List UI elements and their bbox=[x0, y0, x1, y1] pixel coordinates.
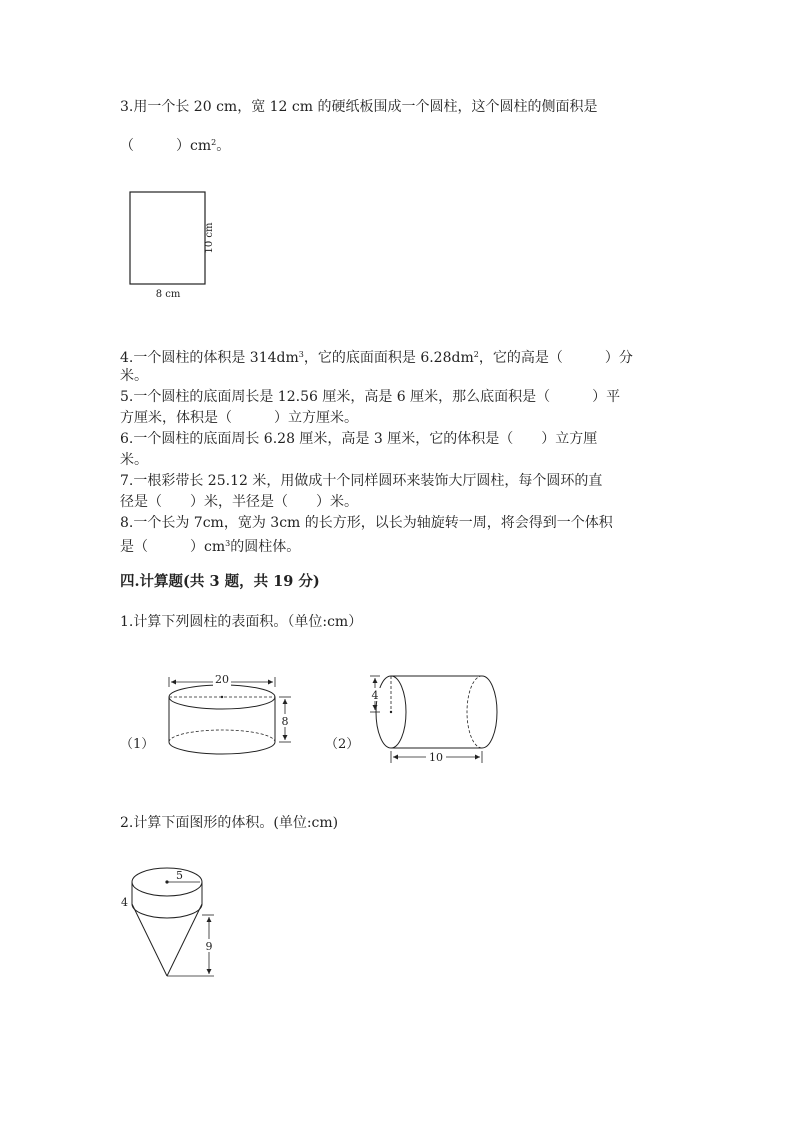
q6-text-line2: 米。 bbox=[120, 452, 148, 468]
q7-text-line2: 径是（ ）米，半径是（ ）米。 bbox=[120, 494, 358, 510]
q3-period: 。 bbox=[216, 138, 231, 154]
cyl-height-label: 4 bbox=[121, 896, 128, 909]
q7-text-line1: 7.一根彩带长 25.12 米，用做成十个同样圆环来装饰大厅圆柱，每个圆环的直 bbox=[120, 473, 603, 489]
q4-part-a: 4.一个圆柱的体积是 314dm bbox=[120, 350, 299, 366]
cylinder-figure-2 bbox=[325, 668, 505, 773]
cone-left-edge bbox=[132, 904, 167, 976]
calc-q2-text: 2.计算下面图形的体积。(单位:cm) bbox=[120, 815, 339, 831]
fig1-diameter-label: 20 bbox=[215, 673, 229, 686]
q3-unit-exponent: 2 bbox=[211, 138, 217, 147]
fig2-right-back-arc bbox=[467, 676, 482, 748]
q8-tail: 的圆柱体。 bbox=[230, 539, 301, 555]
fig1-bottom-back-arc bbox=[169, 730, 275, 742]
cone-height-label: 9 bbox=[205, 940, 213, 953]
cyl-center-dot bbox=[165, 880, 168, 883]
fig1-height-label: 8 bbox=[281, 715, 289, 728]
q4-part-b: ，它的底面面积是 6.28dm bbox=[303, 350, 474, 366]
rectangle-shape bbox=[130, 192, 205, 284]
rectangle-figure bbox=[118, 185, 228, 305]
q3-text-line2 bbox=[120, 133, 230, 156]
rect-height-label: 10 cm bbox=[204, 222, 215, 254]
q8-unit-exponent: 3 bbox=[225, 539, 231, 548]
rect-width-label: 8 cm bbox=[155, 289, 181, 300]
fig1-center-dot bbox=[221, 696, 223, 698]
section4-title: 四.计算题(共 3 题，共 19 分) bbox=[120, 573, 320, 590]
fig2-diameter-label: 4 bbox=[371, 689, 379, 702]
q3-blank: （ ）cm bbox=[120, 138, 212, 154]
q8-text-line1: 8.一个长为 7cm，宽为 3cm 的长方形，以长为轴旋转一周，将会得到一个体积 bbox=[120, 515, 613, 531]
cone-right-edge bbox=[167, 904, 202, 976]
q4-text-line1 bbox=[120, 345, 633, 368]
fig2-center-dot bbox=[390, 711, 392, 713]
q8-text-line2 bbox=[120, 534, 300, 557]
cylinder-figure-1 bbox=[120, 668, 310, 768]
q4-part-c: ，它的高是（ ）分 bbox=[478, 350, 633, 366]
q4-exponent-a: 3 bbox=[298, 350, 304, 359]
q3-text-line1: 3.用一个长 20 cm，宽 12 cm 的硬纸板围成一个圆柱，这个圆柱的侧面积是 bbox=[120, 99, 598, 115]
q5-text-line2: 方厘米，体积是（ ）立方厘米。 bbox=[120, 410, 358, 426]
cylinder-cone-figure bbox=[118, 860, 228, 985]
calc-q1-text: 1.计算下列圆柱的表面积。（单位:cm） bbox=[120, 614, 363, 630]
radius-label: 5 bbox=[176, 869, 183, 882]
q4-exponent-b: 2 bbox=[473, 350, 479, 359]
q5-text-line1: 5.一个圆柱的底面周长是 12.56 厘米，高是 6 厘米，那么底面积是（ ）平 bbox=[120, 389, 621, 405]
q8-blank: 是（ ）cm bbox=[120, 539, 226, 555]
fig2-right-front-arc bbox=[482, 676, 497, 748]
cyl-bottom-arc bbox=[132, 904, 202, 918]
q4-text-line2: 米。 bbox=[120, 368, 148, 384]
fig1-label: （1） bbox=[120, 737, 155, 752]
fig2-length-label: 10 bbox=[429, 751, 443, 764]
fig2-label: （2） bbox=[325, 737, 360, 752]
q6-text-line1: 6.一个圆柱的底面周长 6.28 厘米，高是 3 厘米，它的体积是（ ）立方厘 bbox=[120, 431, 598, 447]
fig1-bottom-front-arc bbox=[169, 742, 275, 754]
